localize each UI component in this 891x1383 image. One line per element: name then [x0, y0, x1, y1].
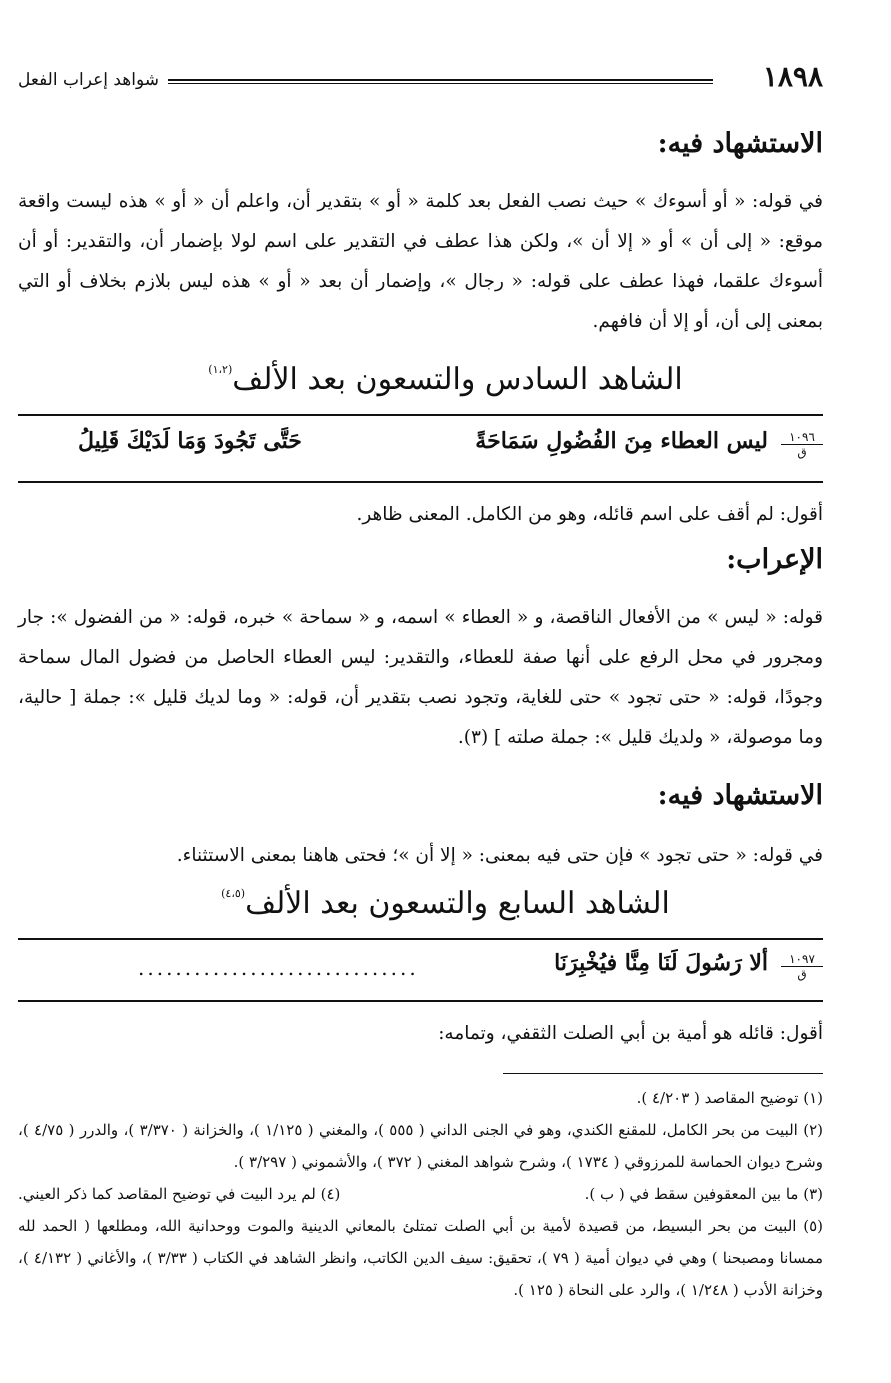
footnote-5: (٥) البيت من بحر البسيط، من قصيدة لأمية بن أبي الصلت تمتلئ بالمعاني الدينية والموت ووحدانية الله، ومطلعها ( الحمد لله ممسانا ومصبحنا ) وهي في ديوان أمية ( ٧٩ )، تحقيق: سيف الدين الكاتب، وانظر الشاهد في الكتاب ( ٣/٣٣ )، والأغاني ( ٤/١٣٢ )، وخزانة الأدب ( ١/٢٤٨ )، والرد على النحاة ( ١٢٥ ). [18, 1217, 823, 1299]
verse-number: ١٠٩٦ [781, 430, 823, 445]
footnote-3: (٣) ما بين المعقوفين سقط في ( ب ). [584, 1185, 823, 1203]
irab-heading: الإعراب: [726, 544, 823, 575]
page-number: ١٨٩٨ [762, 60, 823, 93]
running-header [18, 60, 823, 100]
verse-number-box [781, 430, 823, 459]
verse-top-rule-2 [18, 938, 823, 940]
shahid-1096-title-text: الشاهد السادس والتسعون بعد الألف [232, 362, 683, 397]
shahid-1097-title [0, 886, 891, 921]
verse-bottom-rule [18, 481, 823, 483]
verse-number-2: ١٠٩٧ [781, 952, 823, 967]
verse-top-rule [18, 414, 823, 416]
verse-1097 [18, 950, 823, 990]
shahid-1097-footnote-ref: (٤،٥) [221, 887, 246, 900]
shahid-1096-footnote-ref: (١،٢) [208, 363, 233, 376]
verse-second-hemistich: حَتَّى تَجُودَ وَمَا لَدَيْكَ قَلِيلُ [78, 428, 302, 454]
footnote-2: (٢) البيت من بحر الكامل، للمقنع الكندي، وهو في الجنى الداني ( ٥٥٥ )، والمغني ( ١/١٢٥ )، والخزانة ( ٣/٣٧٠ )، والدرر ( ٤/٧٥ )، وشرح ديوان الحماسة للمرزوقي ( ١٧٣٤ )، وشرح شواهد المغني ( ٣٧٢ )، والأشموني ( ٣/٢٩٧ ). [18, 1121, 823, 1171]
verse-first-hemistich: ليس العطاء مِنَ الفُضُولِ سَمَاحَةً [475, 428, 768, 454]
footnotes [18, 1082, 823, 1306]
footnote-4: (٤) لم يرد البيت في توضيح المقاصد كما ذكر العيني. [18, 1185, 341, 1203]
verse-bottom-rule-2 [18, 1000, 823, 1002]
verse-first-hemistich-2: ألا رَسُولَ لَنَا مِنَّا فيُخْبِرَنَا [554, 950, 768, 976]
verse-meter-mark-2: ق [797, 967, 807, 981]
verse-1096 [18, 428, 823, 468]
footnote-1: (١) توضيح المقاصد ( ٤/٢٠٣ ). [636, 1089, 823, 1107]
istishhad-heading-1: الاستشهاد فيه: [657, 128, 823, 159]
running-title: شواهد إعراب الفعل [18, 70, 159, 90]
verse-ellipsis: .............................. [138, 956, 419, 980]
istishhad-paragraph-1: في قوله: « أو أسوءك » حيث نصب الفعل بعد كلمة « أو » بتقدير أن، واعلم أن « أو » هذه ليست واقعة موقع: « إلى أن » أو « إلا أن »، ولكن هذا عطف في التقدير على اسم لولا بإضمار أن، والتقدير: أو أن أسوءك علقما، فهذا عطف على قوله: « رجال »، وإضمار أن بعد « أو » هذه ليس بلازم بخلاف أو التي بمعنى إلى أن، أو إلا أن فافهم. [18, 191, 823, 332]
irab-paragraph: قوله: « ليس » من الأفعال الناقصة، و « العطاء » اسمه، و « سماحة » خبره، قوله: « من الفضول »: جار ومجرور في محل الرفع على أنها صفة للعطاء، والتقدير: ليس العطاء الحاصل من فضول المال سماحة وجودًا، قوله: « حتى تجود » حتى للغاية، وتجود نصب بتقدير أن، قوله: « وما لديك قليل »: جملة [ حالية، وما موصولة، « ولديك قليل »: جملة صلته ] (٣). [18, 607, 823, 748]
shahid-1096-title [0, 362, 891, 397]
aqwal-1097: أقول: قائله هو أمية بن أبي الصلت الثقفي، وتمامه: [438, 1023, 823, 1044]
shahid-1097-title-text: الشاهد السابع والتسعون بعد الألف [245, 886, 670, 921]
footnote-row-3-4 [18, 1178, 823, 1210]
footnote-separator [503, 1073, 823, 1074]
verse-meter-mark: ق [797, 445, 807, 459]
istishhad-paragraph-2: في قوله: « حتى تجود » فإن حتى فيه بمعنى: « إلا أن »؛ فحتى هاهنا بمعنى الاستثناء. [176, 845, 823, 866]
aqwal-1096: أقول: لم أقف على اسم قائله، وهو من الكامل. المعنى ظاهر. [356, 504, 823, 525]
istishhad-heading-2: الاستشهاد فيه: [657, 780, 823, 811]
verse-number-box-2 [781, 952, 823, 981]
header-rule [168, 79, 713, 84]
